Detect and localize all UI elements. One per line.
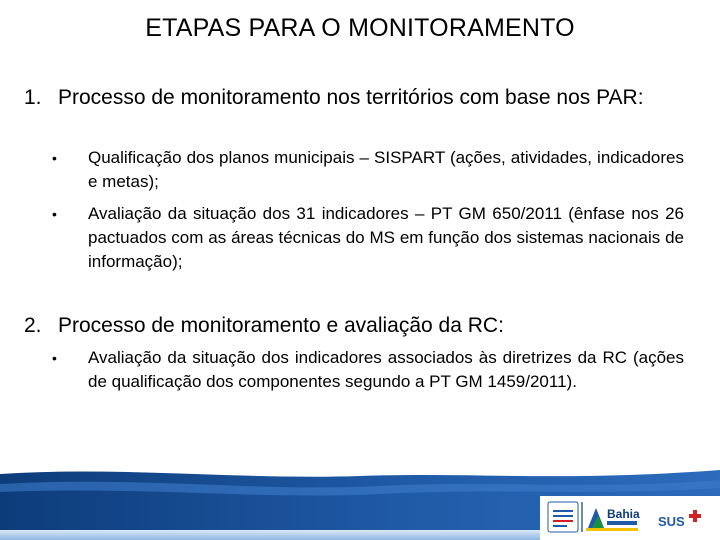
bullet-text: Avaliação da situação dos 31 indicadores – PT GM 650/2011 (ênfase nos 26 pactuados com as áreas técnicas do MS em função dos sistemas nacionais de informação); xyxy=(88,204,684,271)
bullet-item xyxy=(52,146,684,194)
bahia-logo-text: Bahia xyxy=(607,507,640,521)
item-text: Processo de monitoramento e avaliação da RC: xyxy=(58,314,504,337)
bullet-item xyxy=(52,346,684,394)
bullet-icon: • xyxy=(52,350,57,366)
sus-logo-text: SUS xyxy=(658,514,685,529)
item-text: Processo de monitoramento nos territórios com base nos PAR: xyxy=(58,86,644,109)
footer-banner xyxy=(0,466,720,540)
list-item xyxy=(24,84,684,112)
page-title: ETAPAS PARA O MONITORAMENTO xyxy=(145,14,575,42)
bullet-icon: • xyxy=(52,150,57,166)
bullet-icon: • xyxy=(52,206,57,222)
bullet-item xyxy=(52,202,684,274)
item-number: 1. xyxy=(24,86,42,109)
item-number: 2. xyxy=(24,314,42,337)
list-item xyxy=(24,312,684,340)
secretaria-saude-logo xyxy=(548,502,578,532)
bullet-text: Avaliação da situação dos indicadores associados às diretrizes da RC (ações de qualificação dos componentes segundo a PT GM 1459/2011). xyxy=(88,348,684,391)
bullet-text: Qualificação dos planos municipais – SISPART (ações, atividades, indicadores e metas); xyxy=(88,148,684,191)
